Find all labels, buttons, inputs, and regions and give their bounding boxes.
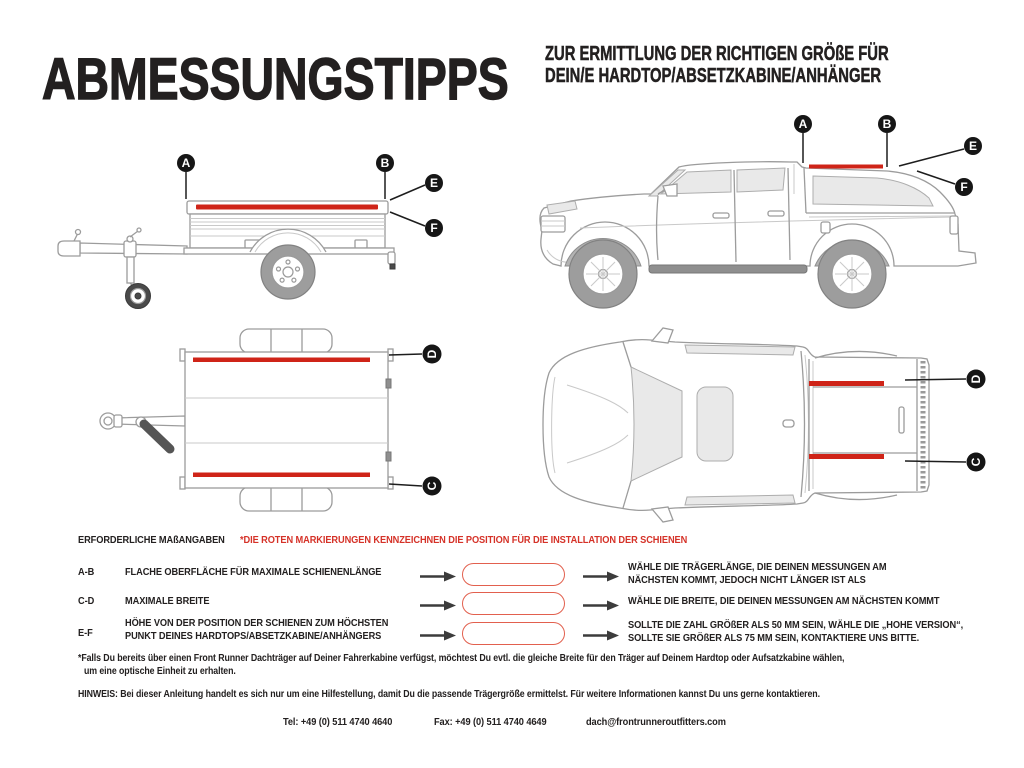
- page-subtitle: [545, 44, 889, 87]
- text-line: WÄHLE DIE BREITE, DIE DEINEN MESSUNGEN AM NÄCHSTEN KOMMT: [628, 595, 940, 607]
- marker-b-badge: [878, 115, 896, 133]
- rail-position-stripe: [809, 165, 883, 169]
- trailer-top-drawbar: [100, 413, 185, 449]
- marker-label-b: B: [882, 117, 892, 132]
- rail-position-stripe: [193, 358, 370, 363]
- text-line: HÖHE VON DER POSITION DER SCHIENEN ZUM HÖCHSTEN: [125, 617, 389, 629]
- text-line: WÄHLE DIE TRÄGERLÄNGE, DIE DEINEN MESSUNGEN AM: [628, 561, 887, 573]
- arrow-right-icon: [420, 628, 456, 639]
- marker-label-a: A: [798, 117, 808, 132]
- trailer-jockey-wheel: [126, 257, 151, 309]
- truck-side-svg: [525, 110, 1005, 322]
- footer-fax: Fax: +49 (0) 511 4740 4649: [434, 716, 547, 728]
- rail-position-stripe: [809, 381, 884, 386]
- text-line: MAXIMALE BREITE: [125, 595, 210, 607]
- marker-f-badge: [955, 178, 973, 196]
- trailer-top-view-diagram: [40, 325, 460, 530]
- rail-position-stripe: [196, 205, 378, 210]
- marker-lines: [389, 354, 422, 486]
- marker-b-badge: [376, 154, 394, 172]
- marker-label-d: D: [969, 374, 984, 384]
- measurement-result: [628, 561, 886, 587]
- measurement-result: [628, 619, 963, 645]
- trailer-top-box: [180, 349, 393, 489]
- marker-f-badge: [425, 219, 443, 237]
- arrow-right-icon: [583, 598, 619, 609]
- measurement-result: [628, 595, 939, 608]
- arrow-right-icon: [420, 569, 456, 580]
- text-line: FLACHE OBERFLÄCHE FÜR MAXIMALE SCHIENENLÄNGE: [125, 566, 382, 578]
- trailer-side-view-diagram: [40, 125, 460, 335]
- asterisk-footnote-line1: *Falls Du bereits über einen Front Runner Dachträger auf Deiner Fahrerkabine verfügst, möchtest Du evtl. die gleiche Breite für den Träger auf Deinem Hardtop oder Aufsatzkabine wählen,: [78, 653, 845, 664]
- subtitle-line: DEIN/E HARDTOP/ABSETZKABINE/ANHÄNGER: [545, 64, 882, 87]
- marker-label-f: F: [960, 180, 968, 195]
- text-line: PUNKT DEINES HARDTOPS/ABSETZKABINE/ANHÄNGERS: [125, 630, 382, 642]
- range-label-ab: A-B: [78, 566, 95, 578]
- measurement-input-cd[interactable]: [462, 592, 565, 615]
- trailer-drawbar: [58, 228, 187, 257]
- trailer-top-svg: [40, 325, 460, 530]
- measurement-label: [125, 595, 209, 608]
- marker-a-badge: [794, 115, 812, 133]
- subtitle-line: ZUR ERMITTLUNG DER RICHTIGEN GRÖßE FÜR: [545, 43, 889, 65]
- red-markings-note: *DIE ROTEN MARKIERUNGEN KENNZEICHNEN DIE POSITION FÜR DIE INSTALLATION DER SCHIENEN: [240, 534, 688, 546]
- truck-top-svg: [525, 325, 1005, 530]
- footer-tel: Tel: +49 (0) 511 4740 4640: [283, 716, 393, 728]
- arrow-right-icon: [583, 628, 619, 639]
- range-label-cd: C-D: [78, 595, 95, 607]
- marker-a-badge: [177, 154, 195, 172]
- marker-label-d: D: [425, 349, 440, 359]
- measurement-input-ab[interactable]: [462, 563, 565, 586]
- arrow-right-icon: [583, 569, 619, 580]
- text-line: SOLLTE SIE GRÖßER ALS 75 MM SEIN, KONTAKTIERE UNS BITTE.: [628, 632, 920, 644]
- marker-e-badge: [964, 137, 982, 155]
- trailer-wheel: [261, 245, 315, 299]
- rail-position-stripe: [809, 454, 884, 459]
- truck-top-view-diagram: [525, 325, 1005, 530]
- measurement-label: [125, 566, 381, 579]
- marker-d-badge: [423, 345, 442, 364]
- rail-position-stripe: [193, 473, 370, 478]
- marker-label-c: C: [969, 457, 984, 467]
- trailer-side-svg: [40, 125, 460, 335]
- text-line: NÄCHSTEN KOMMT, JEDOCH NICHT LÄNGER IST ALS: [628, 574, 866, 586]
- marker-c-badge: [423, 477, 442, 496]
- page-title: ABMESSUNGSTIPPS: [42, 47, 509, 112]
- footer-email: dach@frontrunneroutfitters.com: [586, 716, 726, 728]
- range-label-ef: E-F: [78, 627, 93, 639]
- truck-top-body: [543, 328, 929, 522]
- marker-e-badge: [425, 174, 443, 192]
- marker-d-badge: [967, 370, 986, 389]
- truck-side-view-diagram: [525, 110, 1005, 322]
- measurement-label: [125, 617, 388, 643]
- hinweis-note: HINWEIS: Bei dieser Anleitung handelt es sich nur um eine Hilfestellung, damit Du die passende Trägergröße ermittelst. Für weitere Informationen kannst Du uns gerne kontaktieren.: [78, 689, 820, 700]
- asterisk-footnote-line2: um eine optische Einheit zu erhalten.: [84, 666, 236, 677]
- marker-label-f: F: [430, 221, 438, 236]
- marker-label-b: B: [380, 156, 390, 171]
- measurement-input-ef[interactable]: [462, 622, 565, 645]
- measurements-heading: ERFORDERLICHE MAßANGABEN: [78, 534, 225, 546]
- marker-label-a: A: [181, 156, 191, 171]
- marker-label-e: E: [429, 176, 439, 191]
- marker-label-c: C: [425, 481, 440, 491]
- handbrake-lever: [144, 424, 170, 449]
- marker-label-e: E: [968, 139, 978, 154]
- measurement-row-ef: [78, 619, 1008, 653]
- marker-c-badge: [967, 453, 986, 472]
- text-line: SOLLTE DIE ZAHL GRÖßER ALS 50 MM SEIN, WÄHLE DIE „HOHE VERSION“,: [628, 619, 964, 631]
- arrow-right-icon: [420, 598, 456, 609]
